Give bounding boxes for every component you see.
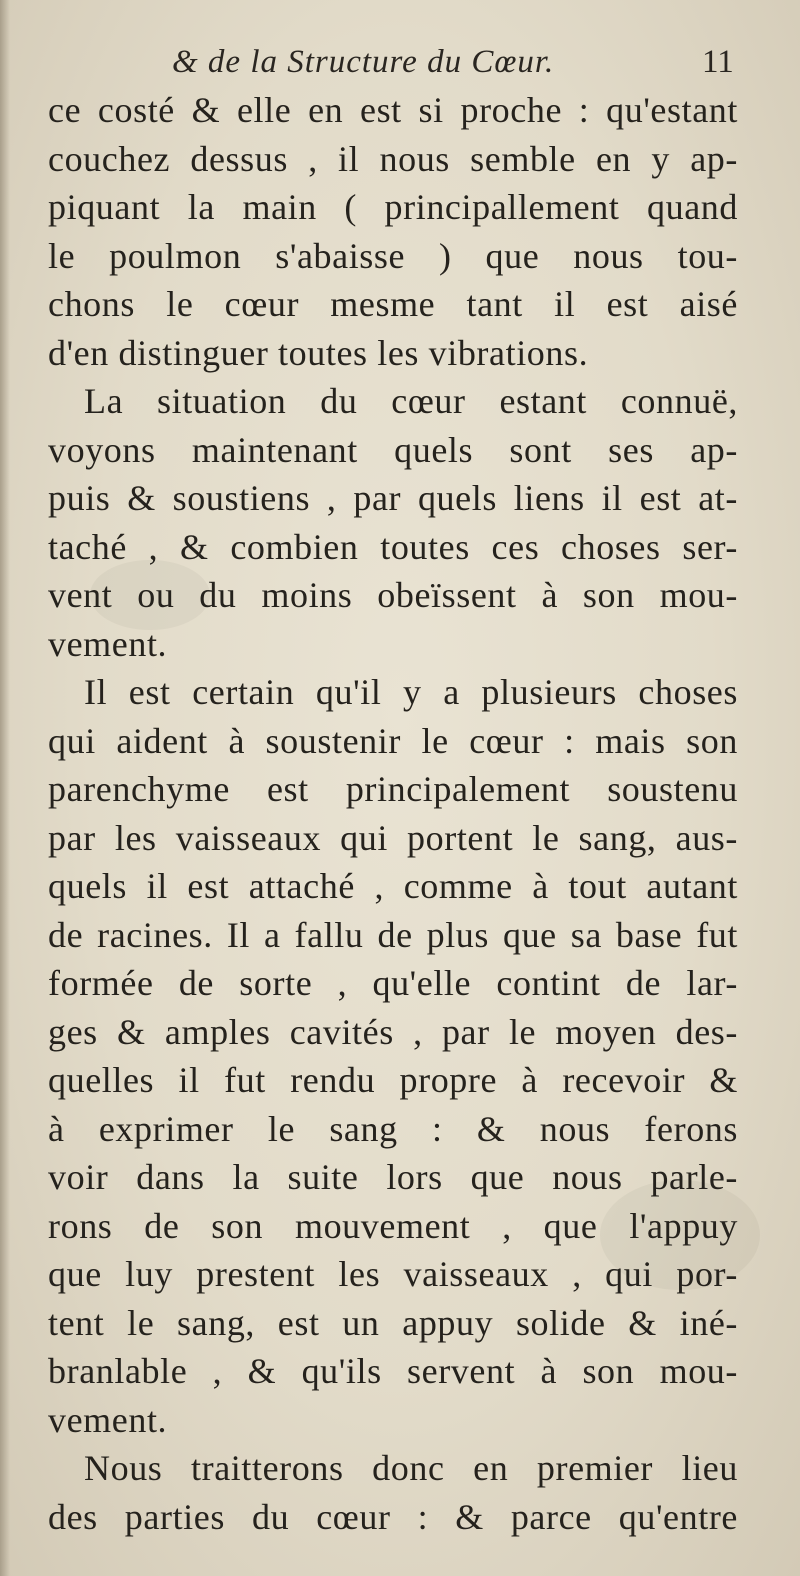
text-line: ce costé & elle en est si proche : qu'estant <box>48 90 738 130</box>
text-line: qui aident à soustenir le cœur : mais son <box>48 720 738 761</box>
text-line: piquant la main ( principallement quand <box>48 187 738 227</box>
gutter-shadow <box>0 0 10 1576</box>
text-line: le poulmon s'abaisse ) que nous tou- <box>48 235 738 276</box>
text-line: à exprimer le sang : & nous ferons <box>48 1108 738 1149</box>
text-line: vent ou du moins obeïssent à son mou- <box>48 575 738 615</box>
text-line: rons de son mouvement , que l'appuy <box>48 1205 738 1246</box>
text-line: voyons maintenant quels sont ses ap- <box>48 429 738 470</box>
text-line: que luy prestent les vaisseaux , qui por- <box>48 1254 738 1294</box>
text-line: par les vaisseaux qui portent le sang, aus- <box>48 817 738 858</box>
text-line: de racines. Il a fallu de plus que sa base fut <box>48 914 738 955</box>
text-line: vement. <box>48 1399 168 1440</box>
text-line: ges & amples cavités , par le moyen des- <box>48 1011 738 1052</box>
text-line: Il est certain qu'il y a plusieurs choses <box>84 672 738 712</box>
text-line: d'en distinguer toutes les vibrations. <box>48 332 589 373</box>
text-line: taché , & combien toutes ces choses ser- <box>48 526 738 567</box>
page-number: 11 <box>702 44 734 80</box>
body-text <box>48 86 738 1541</box>
text-line: quels il est attaché , comme à tout autant <box>48 866 738 906</box>
text-line: parenchyme est principalement soustenu <box>48 769 738 809</box>
text-line: voir dans la suite lors que nous parle- <box>48 1157 738 1197</box>
text-line: tent le sang, est un appuy solide & iné- <box>48 1302 738 1343</box>
text-line: chons le cœur mesme tant il est aisé <box>48 284 738 324</box>
page-header <box>0 42 800 90</box>
text-line: quelles il fut rendu propre à recevoir & <box>48 1060 738 1100</box>
text-line: des parties du cœur : & parce qu'entre <box>48 1496 738 1537</box>
text-line: couchez dessus , il nous semble en y ap- <box>48 138 738 179</box>
text-line: vement. <box>48 623 168 664</box>
text-line: puis & soustiens , par quels liens il est at- <box>48 478 738 518</box>
text-line: La situation du cœur estant connuë, <box>84 381 738 421</box>
text-line: formée de sorte , qu'elle contint de lar- <box>48 963 738 1003</box>
text-line: branlable , & qu'ils servent à son mou- <box>48 1351 738 1391</box>
text-line: Nous traitterons donc en premier lieu <box>84 1448 738 1488</box>
running-title: & de la Structure du Cœur. <box>172 44 555 80</box>
